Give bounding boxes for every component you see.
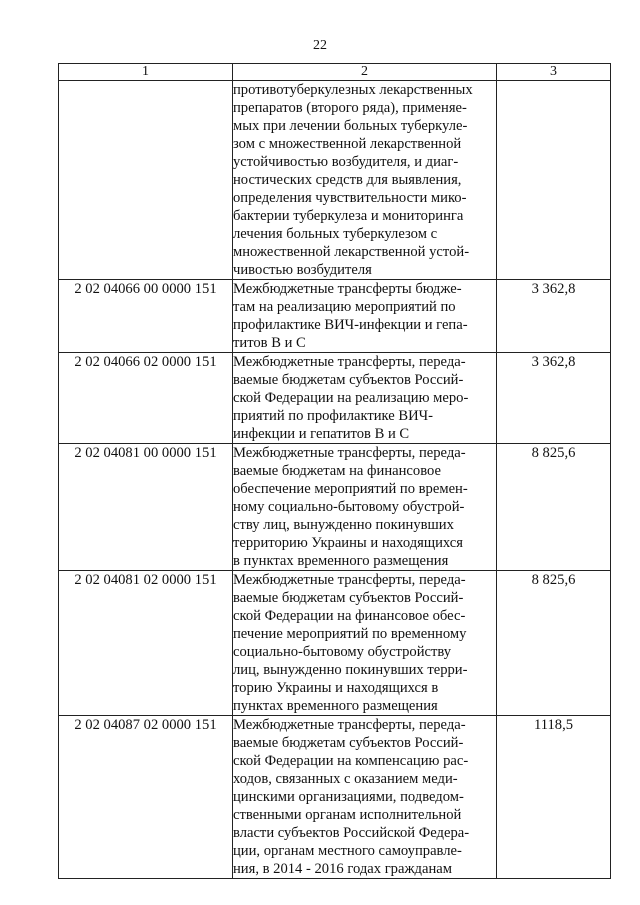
description-line: лечения больных туберкулезом с	[233, 226, 438, 242]
budget-table	[58, 63, 611, 879]
description-line: Межбюджетные трансферты, переда-	[233, 445, 466, 461]
table-row	[59, 81, 611, 280]
description-line: торию Украины и находящихся в	[233, 680, 439, 696]
description-line: территорию Украины и находящихся	[233, 535, 463, 551]
description-line: ской Федерации на компенсацию рас-	[233, 753, 469, 769]
budget-code-cell: 2 02 04081 02 0000 151	[59, 571, 233, 716]
column-header-2: 2	[233, 64, 497, 81]
table-row	[59, 444, 611, 571]
description-line: ской Федерации на финансовое обес-	[233, 608, 466, 624]
description-line: ции, органам местного самоуправле-	[233, 843, 462, 859]
header-row	[59, 64, 611, 81]
description-line: мых при лечении больных туберкуле-	[233, 118, 468, 134]
description-cell	[233, 353, 497, 444]
description-line: приятий по профилактике ВИЧ-	[233, 408, 434, 424]
description-line: ской Федерации на реализацию меро-	[233, 390, 469, 406]
description-line: титов В и С	[233, 335, 306, 351]
description-line: бактерии туберкулеза и мониторинга	[233, 208, 464, 224]
description-line: ностических средств для выявления,	[233, 172, 462, 188]
table-row	[59, 353, 611, 444]
description-line: определения чувствительности мико-	[233, 190, 467, 206]
description-cell	[233, 571, 497, 716]
description-line: власти субъектов Российской Федера-	[233, 825, 470, 841]
description-line: печение мероприятий по временному	[233, 626, 467, 642]
budget-code-cell: 2 02 04087 02 0000 151	[59, 716, 233, 879]
table-row	[59, 280, 611, 353]
amount-cell: 1118,5	[497, 716, 611, 879]
description-line: ственными органам исполнительной	[233, 807, 462, 823]
amount-cell: 3 362,8	[497, 280, 611, 353]
description-line: множественной лекарственной устой-	[233, 244, 470, 260]
description-line: там на реализацию мероприятий по	[233, 299, 456, 315]
description-line: профилактике ВИЧ-инфекции и гепа-	[233, 317, 468, 333]
description-line: социально-бытовому обустройству	[233, 644, 452, 660]
description-line: Межбюджетные трансферты, переда-	[233, 354, 466, 370]
description-line: устойчивостью возбудителя, и диаг-	[233, 154, 459, 170]
description-line: противотуберкулезных лекарственных	[233, 82, 473, 98]
description-line: зом с множественной лекарственной	[233, 136, 462, 152]
amount-cell: 8 825,6	[497, 571, 611, 716]
description-line: Межбюджетные трансферты бюдже-	[233, 281, 462, 297]
amount-cell: 8 825,6	[497, 444, 611, 571]
description-cell	[233, 716, 497, 879]
amount-cell	[497, 81, 611, 280]
description-line: ваемые бюджетам субъектов Россий-	[233, 372, 464, 388]
description-line: обеспечение мероприятий по времен-	[233, 481, 468, 497]
description-line: препаратов (второго ряда), применяе-	[233, 100, 467, 116]
description-cell	[233, 444, 497, 571]
description-line: пунктах временного размещения	[233, 698, 438, 714]
description-line: цинскими организациями, подведом-	[233, 789, 464, 805]
description-line: в пунктах временного размещения	[233, 553, 449, 569]
description-line: ному социально-бытовому обустрой-	[233, 499, 465, 515]
description-line: ходов, связанных с оказанием меди-	[233, 771, 458, 787]
column-header-3: 3	[497, 64, 611, 81]
description-cell	[233, 81, 497, 280]
description-line: ваемые бюджетам на финансовое	[233, 463, 441, 479]
budget-code-cell: 2 02 04081 00 0000 151	[59, 444, 233, 571]
description-line: Межбюджетные трансферты, переда-	[233, 717, 466, 733]
table-row	[59, 716, 611, 879]
description-line: чивостью возбудителя	[233, 262, 372, 278]
budget-code-cell: 2 02 04066 00 0000 151	[59, 280, 233, 353]
budget-code-cell	[59, 81, 233, 280]
description-cell	[233, 280, 497, 353]
table-row	[59, 571, 611, 716]
amount-cell: 3 362,8	[497, 353, 611, 444]
table-body	[59, 81, 611, 879]
page-number: 22	[313, 38, 327, 53]
column-header-1: 1	[59, 64, 233, 81]
description-line: Межбюджетные трансферты, переда-	[233, 572, 466, 588]
description-line: ния, в 2014 - 2016 годах гражданам	[233, 861, 452, 877]
description-line: ваемые бюджетам субъектов Россий-	[233, 590, 464, 606]
budget-code-cell: 2 02 04066 02 0000 151	[59, 353, 233, 444]
description-line: ваемые бюджетам субъектов Россий-	[233, 735, 464, 751]
description-line: лиц, вынужденно покинувших терри-	[233, 662, 468, 678]
description-line: ству лиц, вынужденно покинувших	[233, 517, 454, 533]
description-line: инфекции и гепатитов В и С	[233, 426, 410, 442]
